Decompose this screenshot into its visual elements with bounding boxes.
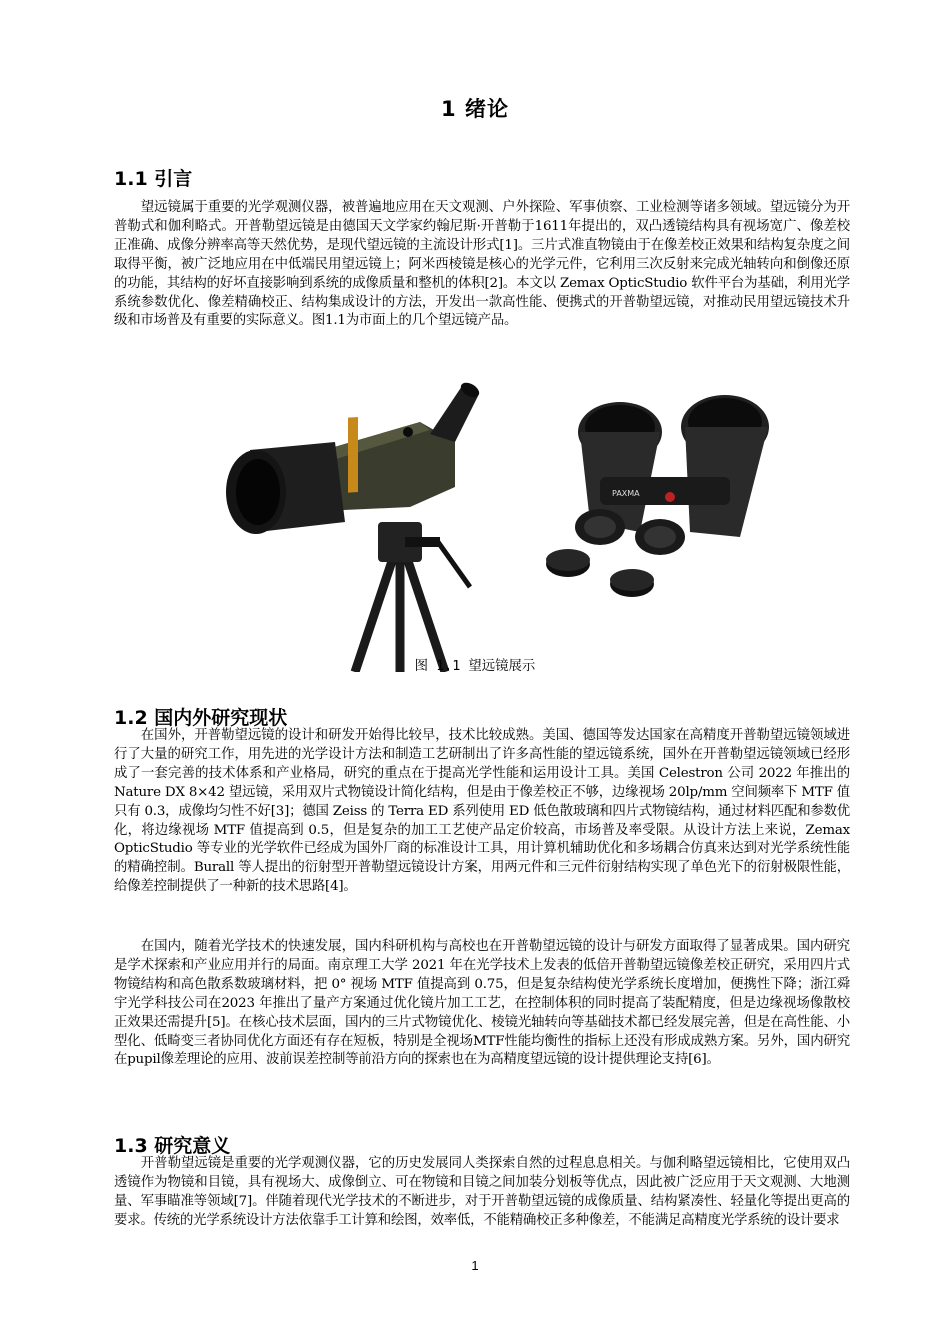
spotting-scope-image [226,380,482,672]
figure-caption: 图 1.1 望远镜展示 [414,659,536,674]
telescope-images [0,372,950,672]
section-heading-1-2: 1.2 国内外研究现状 [114,707,288,729]
binoculars-image [546,395,769,597]
paragraph-domestic-research: 在国内，随着光学技术的快速发展，国内科研机构与高校也在开普勒望远镜的设计与研发方面取得了显著成果。国内研究是学术探索和产业应用并行的局面。南京理工大学 2021 年在光学技术上发表的低倍开普勒望远镜像差校正研究，采用四片式物镜结构和高色散系数玻璃材料，把 0° 视场 MTF 值提高到 0.75，但是复杂结构使光学系统长度增加，便携性下降；浙江舜宇光学科技公司在2023 年推出了量产方案通过优化镜片加工工艺，在控制体积的同时提高了装配精度，但是边缘视场像散校正效果还需提升[5]。在核心技术层面，国内的三片式物镜优化、棱镜光轴转向等基础技术都已经发展完善，但是在高性能、小型化、低畸变三者协同优化方面还有存在短板，特别是全视场MTF性能均衡性的指标上还没有形成成熟方案。另外，国内研究在pupil像差理论的应用、波前误差控制等前沿方向的探索也在为高精度望远镜的设计提供理论支持[6]。 [114,939,850,1068]
paragraph-foreign-research: 在国外，开普勒望远镜的设计和研发开始得比较早，技术比较成熟。美国、德国等发达国家在高精度开普勒望远镜领域进行了大量的研究工作，用先进的光学设计方法和制造工艺研制出了许多高性能的望远镜系统，国外在开普勒望远镜领域已经形成了一套完善的技术体系和产业格局，研究的重点在于提高光学性能和运用设计工具。美国 Celestron 公司 2022 年推出的 Nature DX 8×42 望远镜，采用双片式物镜设计简化结构，但是由于像差校正不够，边缘视场 20lp/mm 空间频率下 MTF 值只有 0.3，成像均匀性不好[3]；德国 Zeiss 的 Terra ED 系列使用 ED 低色散玻璃和四片式物镜结构，通过材料匹配和参数优化，将边缘视场 MTF 值提高到 0.5，但是复杂的加工工艺使产品定价较高，市场普及率受限。从设计方法上来说，Zemax OpticStudio 等专业的光学软件已经成为国外厂商的标准设计工具，用计算机辅助优化和多场耦合仿真来达到对光学系统性能的精确控制。Burall 等人提出的衍射型开普勒望远镜设计方案，用两元件和三元件衍射结构实现了单色光下的衍射极限性能，给像差控制提供了一种新的技术思路[4]。 [114,728,850,895]
paragraph-significance: 开普勒望远镜是重要的光学观测仪器，它的历史发展同人类探索自然的过程息息相关。与伽利略望远镜相比，它使用双凸透镜作为物镜和目镜，具有视场大、成像倒立、可在物镜和目镜之间加装分划板等优点，因此被广泛应用于天文观测、大地测量、军事瞄准等领域[7]。伴随着现代光学技术的不断进步，对于开普勒望远镜的成像质量、结构紧凑性、轻量化等提出更高的要求。传统的光学系统设计方法依靠手工计算和绘图，效率低，不能精确校正多种像差，不能满足高精度光学系统的设计要求 [114,1156,850,1228]
figure-telescopes [0,372,950,672]
chapter-title: 1 绪论 [441,97,509,121]
section-heading-1-1: 1.1 引言 [114,168,193,190]
page-number: 1 [471,1258,479,1273]
binocular-brand-label: PAXMA [612,489,640,498]
section-heading-1-3: 1.3 研究意义 [114,1135,231,1157]
paragraph-intro: 望远镜属于重要的光学观测仪器，被普遍地应用在天文观测、户外探险、军事侦察、工业检测等诸多领域。望远镜分为开普勒式和伽利略式。开普勒望远镜是由德国天文学家约翰尼斯·开普勒于1611年提出的，双凸透镜结构具有视场宽广、像差校正准确、成像分辨率高等天然优势，是现代望远镜的主流设计形式[1]。三片式准直物镜由于在像差校正效果和结构复杂度之间取得平衡，被广泛地应用在中低端民用望远镜上；阿米西棱镜是核心的光学元件，它利用三次反射来完成光轴转向和倒像还原的功能，其结构的好坏直接影响到系统的成像质量和整机的体积[2]。本文以 Zemax OpticStudio 软件平台为基础，利用光学系统参数优化、像差精确校正、结构集成设计的方法，开发出一款高性能、便携式的开普勒望远镜，对推动民用望远镜技术升级和市场普及有重要的实际意义。图1.1为市面上的几个望远镜产品。 [114,200,850,329]
